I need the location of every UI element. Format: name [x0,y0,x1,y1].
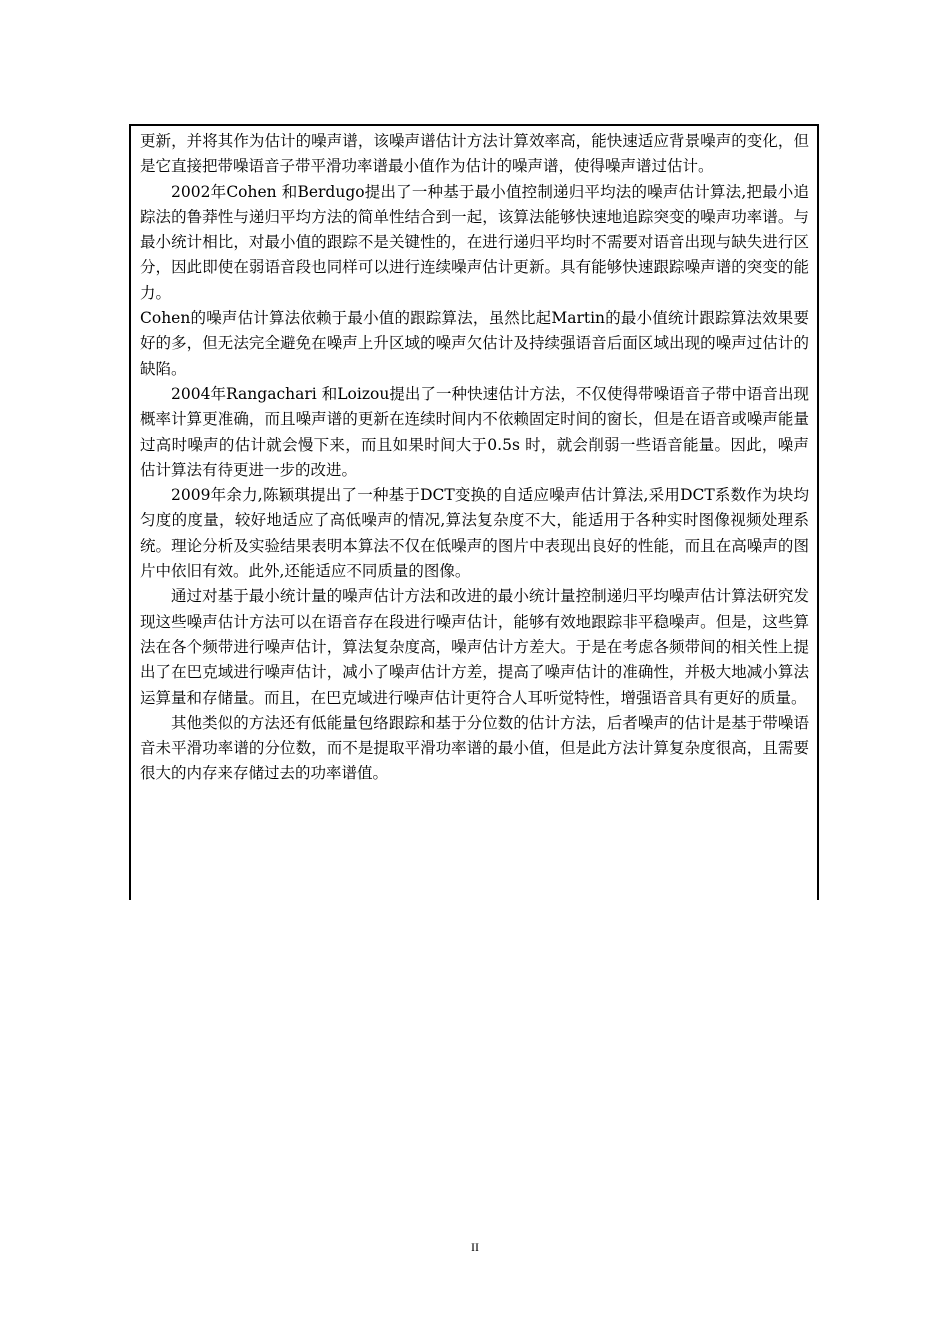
paragraph-7: 其他类似的方法还有低能量包络跟踪和基于分位数的估计方法，后者噪声的估计是基于带噪语音未平滑功率谱的分位数，而不是提取平滑功率谱的最小值，但是此方法计算复杂度很高，且需要很大的内存来存储过去的功率谱值。 [140,713,809,783]
paragraph-1: 更新，并将其作为估计的噪声谱，该噪声谱估计方法计算效率高，能快速适应背景噪声的变化，但是它直接把带噪语音子带平滑功率谱最小值作为估计的噪声谱，使得噪声谱过估计。 [140,132,809,176]
paragraph-6: 通过对基于最小统计量的噪声估计方法和改进的最小统计量控制递归平均噪声估计算法研究发现这些噪声估计方法可以在语音存在段进行噪声估计，能够有效地跟踪非平稳噪声。但是，这些算法在各个频带进行噪声估计，算法复杂度高，噪声估计方差大。于是在考虑各频带间的相关性上提出了在巴克域进行噪声估计，减小了噪声估计方差，提高了噪声估计的准确性，并极大地减小算法运算量和存储量。而且，在巴克域进行噪声估计更符合人耳听觉特性，增强语音具有更好的质量。 [140,587,809,707]
document-text-box [129,124,819,900]
paragraph-4: 2004年Rangachari 和Loizou提出了一种快速估计方法，不仅使得带噪语音子带中语音出现概率计算更准确，而且噪声谱的更新在连续时间内不依赖固定时间的窗长，但是在语音或噪声能量过高时噪声的估计就会慢下来，而且如果时间大于0.5s 时，就会削弱一些语音能量。因此，噪声估计算法有待更进一步的改进。 [140,384,809,479]
paragraph-3: Cohen的噪声估计算法依赖于最小值的跟踪算法，虽然比起Martin的最小值统计跟踪算法效果要好的多，但无法完全避免在噪声上升区域的噪声欠估计及持续强语音后面区域出现的噪声过估计的缺陷。 [140,309,809,378]
page-number: II [471,1240,479,1254]
paragraph-5: 2009年余力,陈颖琪提出了一种基于DCT变换的自适应噪声估计算法,采用DCT系数作为块均匀度的度量，较好地适应了高低噪声的情况,算法复杂度不大，能适用于各种实时图像视频处理系统。理论分析及实验结果表明本算法不仅在低噪声的图片中表现出良好的性能，而且在高噪声的图片中依旧有效。此外,还能适应不同质量的图像。 [140,486,809,581]
paragraph-2: 2002年Cohen 和Berdugo提出了一种基于最小值控制递归平均法的噪声估计算法,把最小追踪法的鲁莽性与递归平均方法的简单性结合到一起，该算法能够快速地追踪突变的噪声功率谱。与最小统计相比，对最小值的跟踪不是关键性的，在进行递归平均时不需要对语音出现与缺失进行区分，因此即使在弱语音段也同样可以进行连续噪声估计更新。具有能够快速跟踪噪声谱的突变的能力。 [140,182,809,302]
